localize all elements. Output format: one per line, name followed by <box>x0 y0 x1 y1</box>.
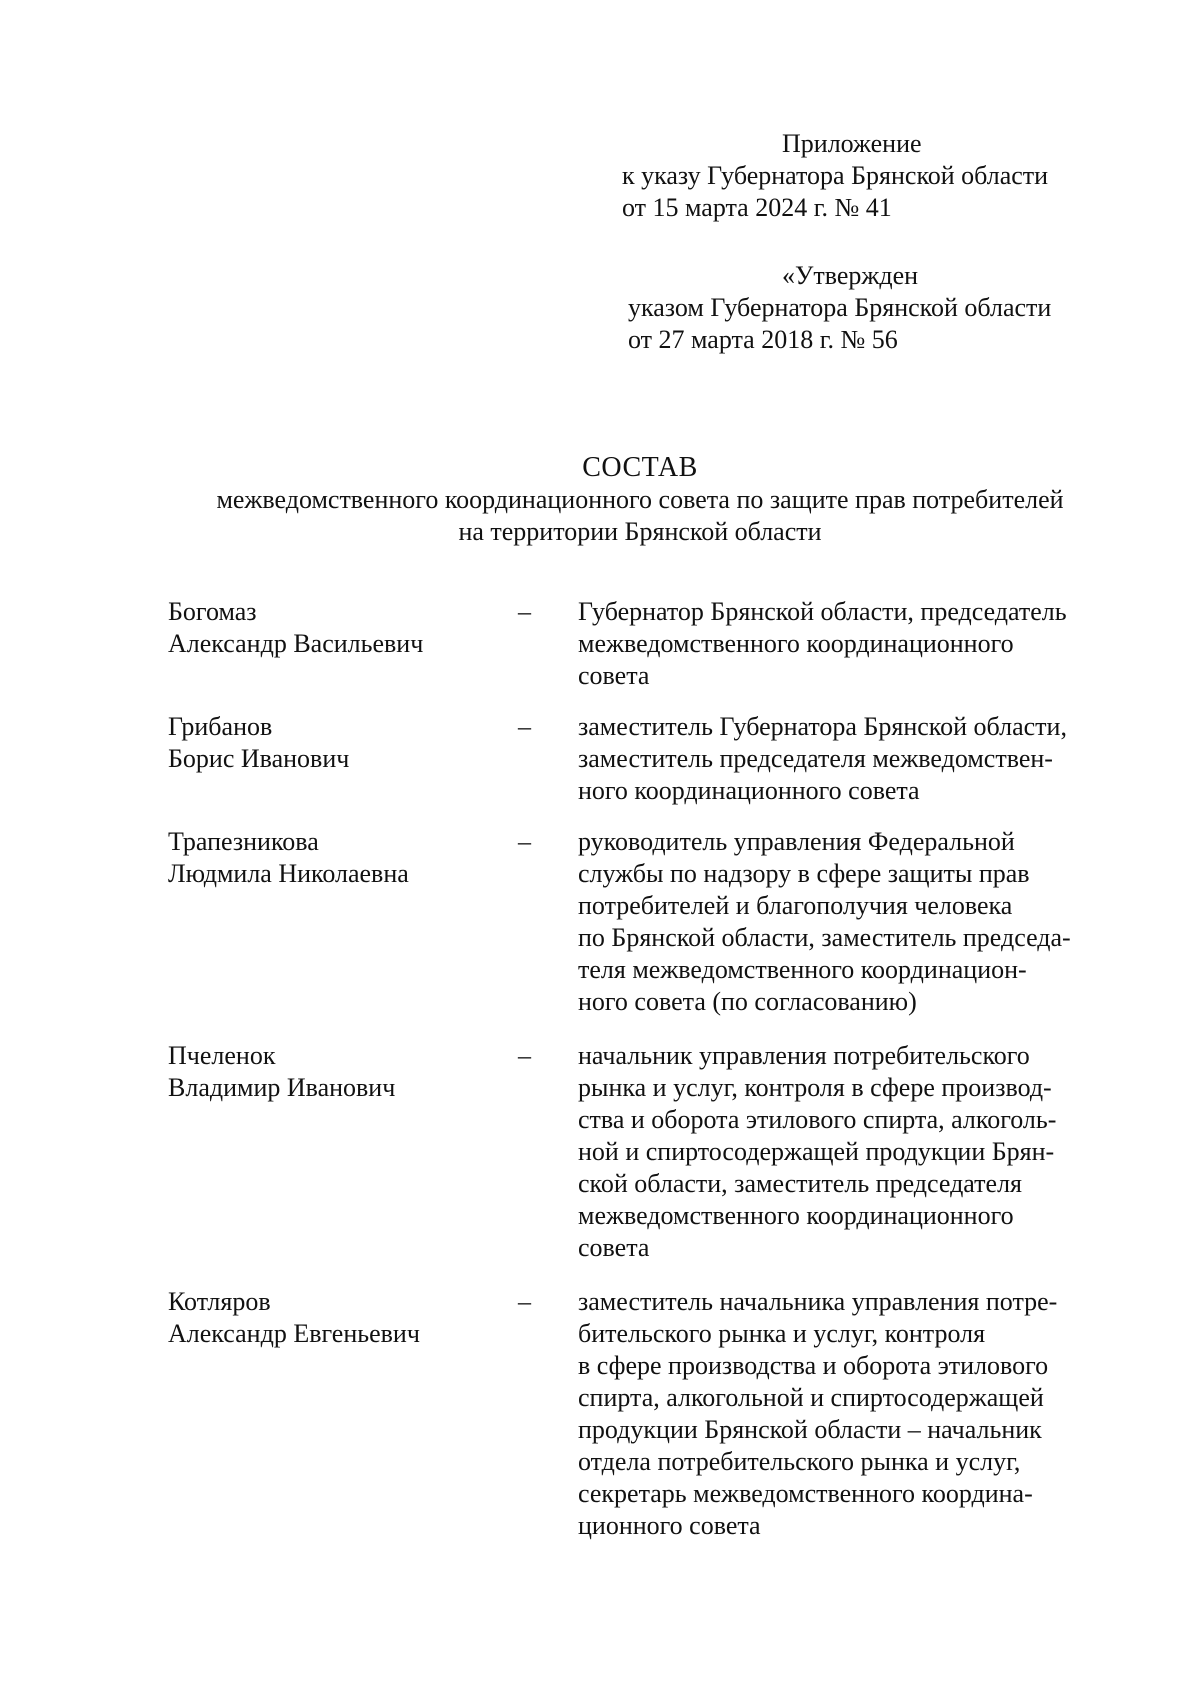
role-line: ного координационного совета <box>578 776 920 805</box>
appendix-header <box>622 128 1048 224</box>
approved-decree-ref: указом Губернатора Брянской области <box>628 293 1052 322</box>
approved-header <box>628 260 1051 356</box>
role-line: по Брянской области, заместитель председа- <box>578 923 1071 952</box>
member-dash: – <box>518 712 531 741</box>
appendix-decree-ref: к указу Губернатора Брянской области <box>622 161 1049 190</box>
approved-date-number: от 27 марта 2018 г. № 56 <box>628 325 898 354</box>
role-line: отдела потребительского рынка и услуг, <box>578 1447 1021 1476</box>
member-surname: Пчеленок <box>168 1041 276 1070</box>
member-surname: Грибанов <box>168 712 273 741</box>
role-line: заместитель председателя межведомствен- <box>578 744 1053 773</box>
member-given-names: Людмила Николаевна <box>168 859 409 888</box>
role-line: потребителей и благополучия человека <box>578 891 1013 920</box>
member-given-names: Владимир Иванович <box>168 1073 396 1102</box>
member-dash: – <box>518 597 531 626</box>
role-line: Губернатор Брянской области, председатель <box>578 597 1067 626</box>
member-role <box>578 1286 1057 1542</box>
member-dash: – <box>518 827 531 856</box>
member-surname: Котляров <box>168 1287 271 1316</box>
member-role <box>578 1040 1056 1264</box>
appendix-label: Приложение <box>782 129 922 158</box>
role-line: начальник управления потребительского <box>578 1041 1030 1070</box>
role-line: рынка и услуг, контроля в сфере производ- <box>578 1073 1052 1102</box>
role-line: продукции Брянской области – начальник <box>578 1415 1042 1444</box>
member-dash: – <box>518 1287 531 1316</box>
title-heading: СОСТАВ <box>582 452 698 483</box>
role-line: ного совета (по согласованию) <box>578 987 917 1016</box>
member-given-names: Александр Васильевич <box>168 629 424 658</box>
member-name <box>168 596 423 660</box>
member-name <box>168 826 409 890</box>
role-line: заместитель начальника управления потре- <box>578 1287 1058 1316</box>
member-name <box>168 1286 420 1350</box>
member-role <box>578 826 1071 1018</box>
member-role <box>578 711 1067 807</box>
document-title <box>0 452 1200 548</box>
member-given-names: Александр Евгеньевич <box>168 1319 420 1348</box>
appendix-date-number: от 15 марта 2024 г. № 41 <box>622 193 892 222</box>
member-surname: Трапезникова <box>168 827 319 856</box>
member-dash: – <box>518 1041 531 1070</box>
role-line: службы по надзору в сфере защиты прав <box>578 859 1030 888</box>
role-line: секретарь межведомственного координа- <box>578 1479 1033 1508</box>
member-name <box>168 1040 395 1104</box>
role-line: совета <box>578 1233 650 1262</box>
role-line: межведомственного координационного <box>578 629 1014 658</box>
role-line: в сфере производства и оборота этилового <box>578 1351 1049 1380</box>
role-line: совета <box>578 661 650 690</box>
approved-label: «Утвержден <box>782 261 919 290</box>
role-line: бительского рынка и услуг, контроля <box>578 1319 986 1348</box>
role-line: руководитель управления Федеральной <box>578 827 1015 856</box>
member-given-names: Борис Иванович <box>168 744 350 773</box>
role-line: ской области, заместитель председателя <box>578 1169 1023 1198</box>
member-role <box>578 596 1067 692</box>
role-line: спирта, алкогольной и спиртосодержащей <box>578 1383 1044 1412</box>
role-line: ционного совета <box>578 1511 761 1540</box>
role-line: теля межведомственного координацион- <box>578 955 1027 984</box>
role-line: ства и оборота этилового спирта, алкоголь- <box>578 1105 1057 1134</box>
title-subtitle-line-1: межведомственного координационного совета по защите прав потребителей <box>216 485 1064 514</box>
member-surname: Богомаз <box>168 597 257 626</box>
role-line: межведомственного координационного <box>578 1201 1014 1230</box>
role-line: заместитель Губернатора Брянской области, <box>578 712 1067 741</box>
role-line: ной и спиртосодержащей продукции Брян- <box>578 1137 1055 1166</box>
title-subtitle-line-2: на территории Брянской области <box>458 517 822 546</box>
member-name <box>168 711 349 775</box>
